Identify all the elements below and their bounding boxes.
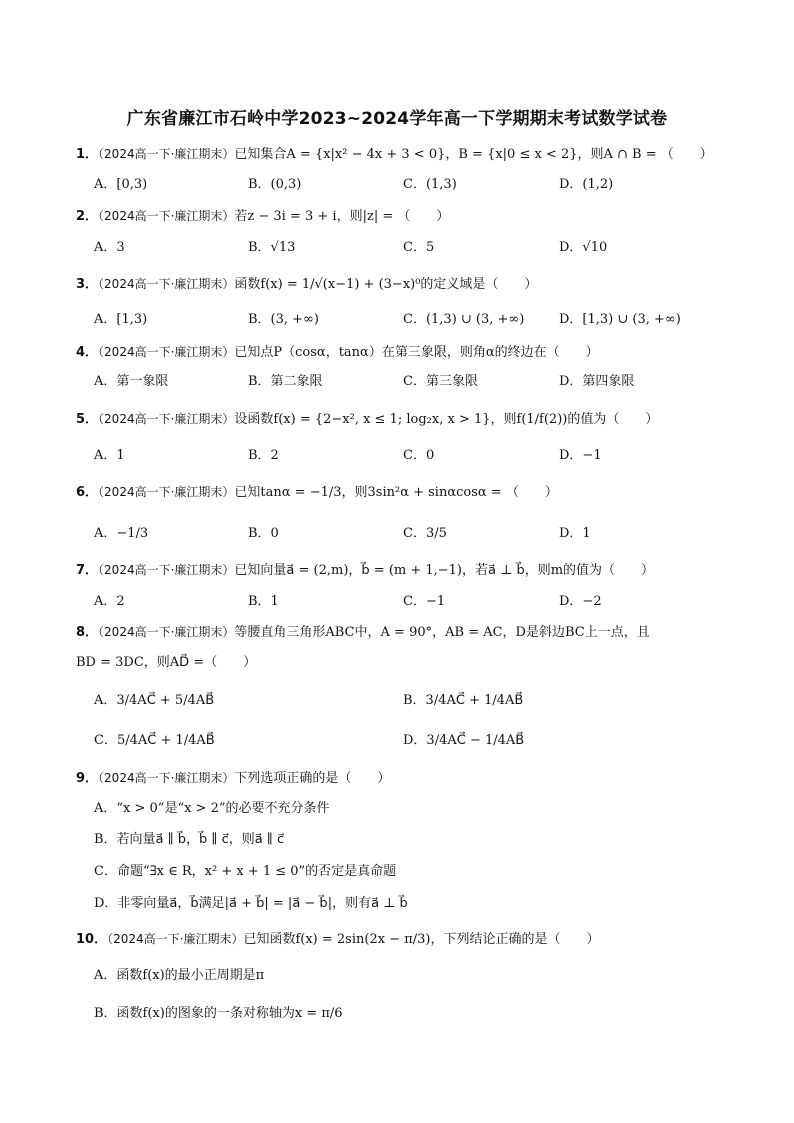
question-number: 3．: [76, 277, 99, 292]
option-b: B．0: [248, 526, 279, 541]
option-b: B．2: [248, 448, 279, 463]
option-a: A．第一象限: [94, 374, 169, 389]
option-b: B．(3, +∞): [248, 312, 319, 327]
option-c: C．命题“∃x ∈ R，x² + x + 1 ≤ 0”的否定是真命题: [94, 864, 397, 879]
question-stem: 已知tanα = −1/3，则3sin²α + sinαcosα = （ ）: [234, 485, 558, 500]
question-stem: 函数f(x) = 1/√(x−1) + (3−x)⁰的定义域是（ ）: [234, 277, 538, 292]
option-d: D．第四象限: [559, 374, 635, 389]
question-number: 5．: [76, 412, 99, 427]
option-c: C．(1,3): [403, 177, 457, 192]
question-number: 6．: [76, 485, 99, 500]
option-d: D．[1,3) ∪ (3, +∞): [559, 312, 681, 327]
question-stem: 已知点P（cosα，tanα）在第三象限，则角α的终边在（ ）: [234, 345, 599, 360]
option-c: C．5: [403, 240, 435, 255]
question-stem: 等腰直角三角形ABC中，A = 90°，AB = AC，D是斜边BC上一点，且: [234, 625, 650, 640]
question-source: （2024高一下·廉江期末）: [98, 147, 235, 161]
option-a: A．[0,3): [94, 177, 148, 192]
option-c: C．0: [403, 448, 435, 463]
option-b: B．√13: [248, 240, 296, 255]
question-6: [76, 482, 716, 503]
question-stem: 设函数f(x) = {2−x², x ≤ 1; log₂x, x > 1}，则f(1/f(2))的值为（ ）: [234, 412, 659, 427]
question-source: （2024高一下·廉江期末）: [98, 412, 235, 426]
option-c: C．3/5: [403, 526, 447, 541]
option-b: B．函数f(x)的图象的一条对称轴为x = π/6: [94, 1006, 343, 1021]
question-source: （2024高一下·廉江期末）: [98, 485, 235, 499]
option-d: D．−2: [559, 594, 602, 609]
option-c: C．−1: [403, 594, 446, 609]
option-c: C．5/4AC⃗ + 1/4AB⃗: [94, 733, 215, 748]
question-9: [76, 768, 716, 789]
question-number: 1．: [76, 147, 99, 162]
question-stem: 已知函数f(x) = 2sin(2x − π/3)，下列结论正确的是（ ）: [243, 932, 600, 947]
question-4: [76, 342, 716, 363]
question-5: [76, 409, 716, 430]
question-source: （2024高一下·廉江期末）: [98, 625, 235, 639]
option-b: B．(0,3): [248, 177, 302, 192]
question-number: 4．: [76, 345, 99, 360]
option-d: D．−1: [559, 448, 602, 463]
option-a: A．3: [94, 240, 125, 255]
question-number: 7．: [76, 563, 99, 578]
question-stem: 已知集合A = {x|x² − 4x + 3 < 0}，B = {x|0 ≤ x < 2}，则A ∩ B = （ ）: [234, 147, 713, 162]
question-source: （2024高一下·廉江期末）: [98, 771, 235, 785]
option-c: C．(1,3) ∪ (3, +∞): [403, 312, 525, 327]
option-b: B．3/4AC⃗ + 1/4AB⃗: [403, 693, 524, 708]
option-b: B．1: [248, 594, 279, 609]
question-number: 9．: [76, 771, 99, 786]
option-c: C．第三象限: [403, 374, 478, 389]
option-b: B．第二象限: [248, 374, 323, 389]
question-8-continued: BD = 3DC，则AD⃗ =（ ）: [76, 655, 257, 670]
option-a: A．−1/3: [94, 526, 149, 541]
question-source: （2024高一下·廉江期末）: [107, 932, 244, 946]
question-source: （2024高一下·廉江期末）: [98, 563, 235, 577]
question-source: （2024高一下·廉江期末）: [98, 277, 235, 291]
question-source: （2024高一下·廉江期末）: [98, 209, 235, 223]
option-d: D．1: [559, 526, 591, 541]
option-a: A．函数f(x)的最小正周期是π: [94, 968, 265, 983]
option-a: A．3/4AC⃗ + 5/4AB⃗: [94, 693, 215, 708]
question-stem: 若z − 3i = 3 + i，则|z| = （ ）: [234, 209, 450, 224]
page-title: 广东省廉江市石岭中学2023~2024学年高一下学期期末考试数学试卷: [126, 109, 668, 129]
option-a: A．“x > 0”是“x > 2”的必要不充分条件: [94, 801, 330, 816]
question-stem: 下列选项正确的是（ ）: [234, 771, 391, 786]
question-number: 2．: [76, 209, 99, 224]
question-3: [76, 274, 716, 295]
option-d: D．非零向量a⃗，b⃗满足|a⃗ + b⃗| = |a⃗ − b⃗|，则有a⃗ ⊥ b⃗: [94, 896, 408, 911]
question-7: [76, 560, 716, 581]
option-a: A．1: [94, 448, 125, 463]
question-number: 8．: [76, 625, 99, 640]
option-b: B．若向量a⃗ ∥ b⃗，b⃗ ∥ c⃗，则a⃗ ∥ c⃗: [94, 832, 285, 847]
question-1: [76, 144, 716, 165]
question-8: [76, 622, 716, 643]
question-10: [76, 929, 716, 950]
option-d: D．√10: [559, 240, 608, 255]
question-stem: 已知向量a⃗ = (2,m)，b⃗ = (m + 1,−1)，若a⃗ ⊥ b⃗，则m的值为（ ）: [234, 563, 655, 578]
question-source: （2024高一下·廉江期末）: [98, 345, 235, 359]
option-d: D．(1,2): [559, 177, 614, 192]
option-a: A．2: [94, 594, 125, 609]
question-number: 10．: [76, 932, 108, 947]
question-2: [76, 206, 716, 227]
option-d: D．3/4AC⃗ − 1/4AB⃗: [403, 733, 525, 748]
option-a: A．[1,3): [94, 312, 148, 327]
